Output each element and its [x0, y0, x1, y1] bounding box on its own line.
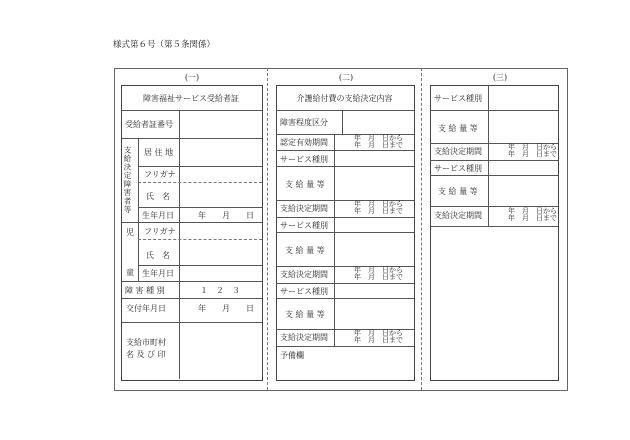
address-label: 居 住 地 — [144, 148, 174, 157]
furigana-label: フリガナ — [144, 170, 176, 179]
child-furigana-label: フリガナ — [144, 227, 176, 236]
notes-label: 予備欄 — [280, 351, 304, 360]
decision-period-to-2: 年 月 日まで — [354, 273, 403, 281]
child-label-ji: 児 — [126, 228, 134, 237]
name-label: 氏 名 — [146, 192, 170, 201]
level-label: 障害程度区分 — [280, 118, 328, 127]
valid-period-to: 年 月 日まで — [354, 141, 403, 149]
benefit-title: 介護給付費の支給決定内容 — [296, 94, 393, 103]
section-label-3: (三) — [492, 73, 508, 82]
child-label-do: 童 — [126, 268, 134, 277]
dob-label: 生年月日 — [142, 211, 174, 220]
right-amount-label-1: 支 給 量 等 — [438, 124, 478, 133]
decision-period-label-1: 支給決定期間 — [280, 204, 328, 213]
left-panel-border — [121, 85, 263, 381]
right-decision-period-label-2: 支給決定期間 — [434, 211, 482, 220]
fold-line-2 — [421, 68, 422, 390]
service-type-label-1: サービス種別 — [280, 155, 328, 164]
form-number: 様式第６号（第５条関係） — [113, 40, 216, 50]
right-decision-period-to-1: 年 月 日まで — [508, 150, 557, 158]
fold-line-1 — [267, 68, 268, 390]
decision-period-to-1: 年 月 日まで — [354, 207, 403, 215]
decision-period-from-2: 年 月 日から — [354, 266, 403, 274]
right-service-type-label-1: サービス種別 — [434, 94, 482, 103]
amount-label-3: 支 給 量 等 — [285, 310, 325, 319]
municipality-label-1: 支給市町村 — [126, 338, 166, 347]
valid-period-from: 年 月 日から — [354, 134, 403, 142]
dob-value: 年 月 日 — [198, 211, 254, 220]
decision-period-to-3: 年 月 日まで — [354, 336, 403, 344]
applicant-vertical-label: 支給決定障害者等 — [123, 146, 132, 214]
child-dob-label: 生年月日 — [142, 269, 174, 278]
issue-date-label: 交付年月日 — [126, 304, 166, 313]
service-type-label-2: サービス種別 — [280, 221, 328, 230]
cert-number-label: 受給者証番号 — [125, 120, 173, 129]
decision-period-label-2: 支給決定期間 — [280, 270, 328, 279]
decision-period-label-3: 支給決定期間 — [280, 333, 328, 342]
issue-date-value: 年 月 日 — [198, 304, 254, 313]
decision-period-from-3: 年 月 日から — [354, 329, 403, 337]
child-name-label: 氏 名 — [146, 251, 170, 260]
disability-type-values: １ ２ ３ — [200, 286, 240, 295]
certificate-title: 障害福祉サービス受給者証 — [143, 94, 239, 103]
right-decision-period-to-2: 年 月 日まで — [508, 214, 557, 222]
disability-type-label: 障 害 種 別 — [125, 286, 165, 295]
valid-period-label: 認定有効期間 — [280, 138, 328, 147]
section-label-2: (二) — [338, 73, 354, 82]
municipality-label-2: 名 及 び 印 — [126, 350, 166, 359]
amount-label-2: 支 給 量 等 — [285, 246, 325, 255]
decision-period-from-1: 年 月 日から — [354, 200, 403, 208]
right-decision-period-from-2: 年 月 日から — [508, 207, 557, 215]
section-label-1: (一) — [184, 73, 200, 82]
right-decision-period-label-1: 支給決定期間 — [434, 147, 482, 156]
right-decision-period-from-1: 年 月 日から — [508, 143, 557, 151]
right-service-type-label-2: サービス種別 — [434, 164, 482, 173]
service-type-label-3: サービス種別 — [280, 287, 328, 296]
right-amount-label-2: 支 給 量 等 — [438, 187, 478, 196]
amount-label-1: 支 給 量 等 — [285, 180, 325, 189]
